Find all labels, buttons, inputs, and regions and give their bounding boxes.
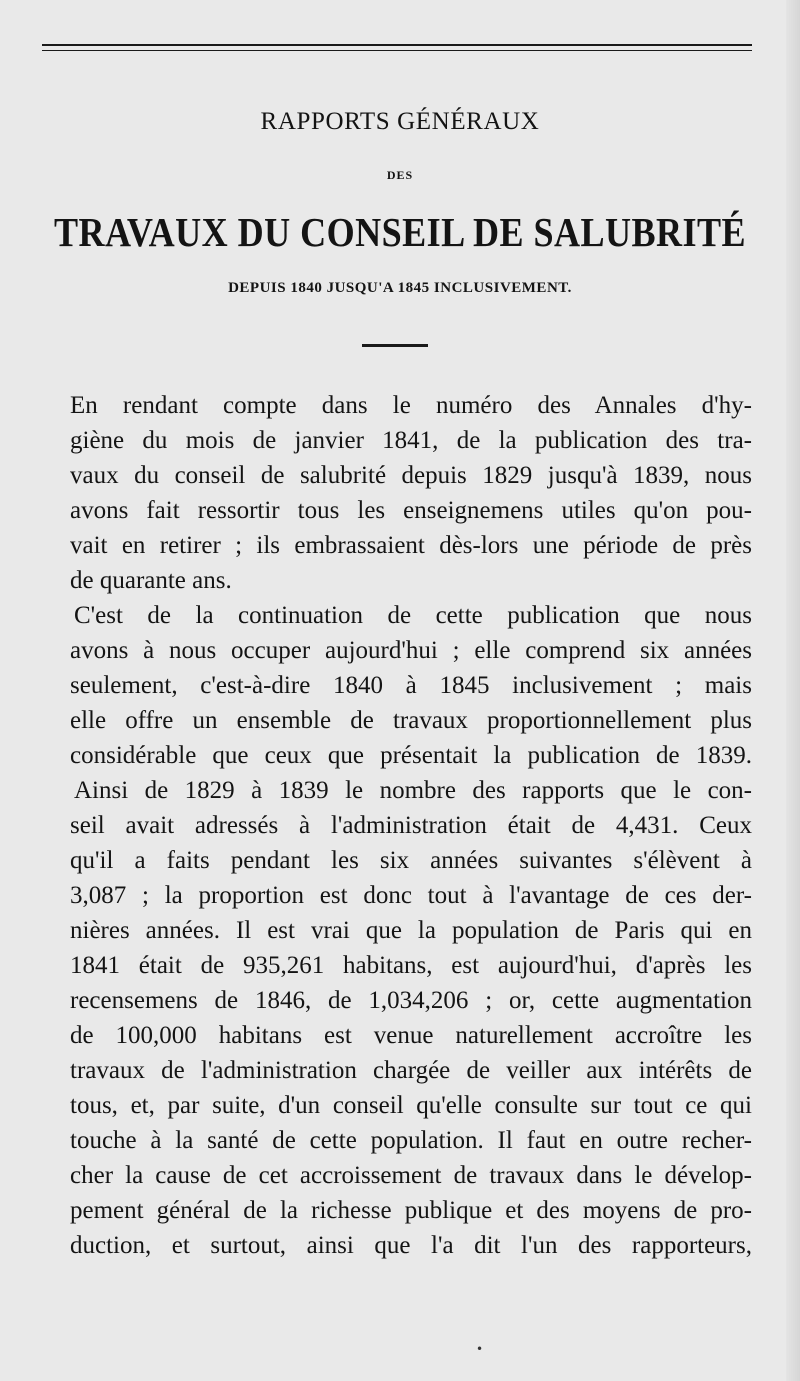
body-line: Ainsi de 1829 à 1839 le nombre des rapports que le con-	[74, 777, 752, 804]
page-edge-shadow	[786, 0, 800, 1381]
body-line: 1841 était de 935,261 habitans, est aujourd'hui, d'après les	[70, 952, 752, 979]
header-double-rule	[42, 44, 752, 51]
body-line: touche à la santé de cette population. Il faut en outre recher-	[70, 1127, 752, 1154]
body-line: vaux du conseil de salubrité depuis 1829 jusqu'à 1839, nous	[70, 462, 752, 489]
body-line: de 100,000 habitans est venue naturellement accroître les	[70, 1022, 752, 1049]
body-line: C'est de la continuation de cette publication que nous	[74, 602, 752, 629]
body-line: seulement, c'est-à-dire 1840 à 1845 inclusivement ; mais	[70, 672, 752, 699]
body-line: 3,087 ; la proportion est donc tout à l'avantage de ces der-	[70, 882, 752, 909]
printer-mark: •	[476, 1342, 484, 1356]
body-line: pement général de la richesse publique et des moyens de pro-	[70, 1197, 752, 1224]
body-line: elle offre un ensemble de travaux proportionnellement plus	[70, 707, 752, 734]
body-line: nières années. Il est vrai que la population de Paris qui en	[70, 917, 752, 944]
section-title: RAPPORTS GÉNÉRAUX	[260, 108, 540, 135]
body-line: considérable que ceux que présentait la publication de 1839.	[70, 742, 752, 769]
title-connector: DES	[386, 168, 414, 182]
body-line: de quarante ans.	[70, 567, 232, 594]
body-line: travaux de l'administration chargée de veiller aux intérêts de	[70, 1057, 752, 1084]
subtitle: DEPUIS 1840 JUSQU'A 1845 INCLUSIVEMENT.	[228, 280, 572, 296]
body-text	[70, 388, 752, 1263]
body-line: tous, et, par suite, d'un conseil qu'elle consulte sur tout ce qui	[70, 1092, 752, 1119]
body-line: qu'il a faits pendant les six années suivantes s'élèvent à	[70, 847, 752, 874]
body-line: En rendant compte dans le numéro des Annales d'hy-	[70, 392, 752, 419]
body-line: vait en retirer ; ils embrassaient dès-lors une période de près	[70, 532, 752, 559]
body-line: recensemens de 1846, de 1,034,206 ; or, cette augmentation	[70, 987, 752, 1014]
title-divider	[362, 344, 428, 350]
body-line: seil avait adressés à l'administration était de 4,431. Ceux	[70, 812, 752, 839]
main-title: TRAVAUX DU CONSEIL DE SALUBRITÉ	[53, 209, 747, 255]
body-line: avons à nous occuper aujourd'hui ; elle comprend six années	[70, 637, 752, 664]
body-line: cher la cause de cet accroissement de travaux dans le dévelop-	[70, 1162, 752, 1189]
body-line: giène du mois de janvier 1841, de la publication des tra-	[70, 427, 752, 454]
body-line: duction, et surtout, ainsi que l'a dit l'un des rapporteurs,	[70, 1232, 752, 1259]
body-line: avons fait ressortir tous les enseignemens utiles qu'on pou-	[70, 497, 752, 524]
